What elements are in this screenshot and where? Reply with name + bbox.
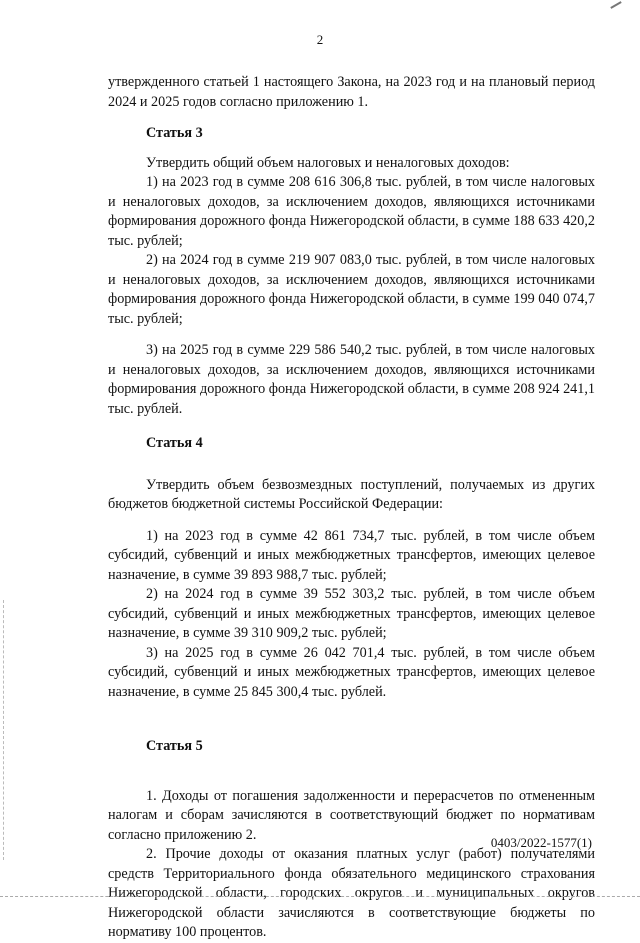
article-3-item-2: 2) на 2024 год в сумме 219 907 083,0 тыс. рублей, в том числе налоговых и неналоговых доходов, за исключением доходов, являющихся источниками формирования дорожного фонда Нижегородской области, в сумме 199 040 074,7 тыс. рублей; (108, 252, 595, 327)
article-4-item-1: 1) на 2023 год в сумме 42 861 734,7 тыс. рублей, в том числе объем субсидий, субвенций и иных межбюджетных трансфертов, имеющих целевое назначение, в сумме 39 893 988,7 тыс. рублей; (108, 527, 595, 583)
document-body (108, 73, 595, 943)
article-4-heading: Статья 4 (146, 435, 203, 451)
spacer (108, 464, 595, 476)
scan-mark (610, 1, 621, 9)
article-3-item-1: 1) на 2023 год в сумме 208 616 306,8 тыс. рублей, в том числе налоговых и неналоговых доходов, за исключением доходов, являющихся источниками формирования дорожного фонда Нижегородской области, в сумме 188 633 420,2 тыс. рублей; (108, 174, 595, 249)
intro-paragraph: утвержденного статьей 1 настоящего Закона, на 2023 год и на плановый период 2024 и 2025 годов согласно приложению 1. (108, 74, 595, 110)
article-5-heading: Статья 5 (146, 738, 203, 754)
spacer (108, 329, 595, 341)
article-4-lead: Утвердить объем безвозмездных поступлений, получаемых из других бюджетов бюджетной системы Российской Федерации: (108, 476, 595, 512)
scan-margin-line (3, 600, 5, 860)
article-3-item-3: 3) на 2025 год в сумме 229 586 540,2 тыс. рублей, в том числе налоговых и неналоговых доходов, за исключением доходов, являющихся источниками формирования дорожного фонда Нижегородской области, в сумме 208 924 241,1 тыс. рублей. (108, 342, 595, 417)
spacer (108, 515, 595, 527)
article-5-item-1: 1. Доходы от погашения задолженности и перерасчетов по отмененным налогам и сборам зачисляются в соответствующий бюджет по нормативам согласно приложению 2. (108, 787, 595, 843)
article-4-item-3: 3) на 2025 год в сумме 26 042 701,4 тыс. рублей, в том числе объем субсидий, субвенций и иных межбюджетных трансфертов, имеющих целевое назначение, в сумме 25 845 300,4 тыс. рублей. (108, 644, 595, 700)
spacer (108, 702, 595, 722)
scan-bottom-line (0, 896, 640, 898)
article-3-lead: Утвердить общий объем налоговых и неналоговых доходов: (146, 154, 510, 171)
spacer (108, 767, 595, 787)
document-code: 0403/2022-1577(1) (490, 835, 592, 850)
article-4-item-2: 2) на 2024 год в сумме 39 552 303,2 тыс. рублей, в том числе объем субсидий, субвенций и иных межбюджетных трансфертов, имеющих целевое назначение, в сумме 39 310 909,2 тыс. рублей; (108, 586, 595, 641)
article-3-heading: Статья 3 (146, 125, 203, 141)
page-number: 2 (316, 32, 324, 47)
article-5-item-2: 2. Прочие доходы от оказания платных услуг (работ) получателями средств Территориального фонда обязательного медицинского страхования Нижегородской области, городских округов и муниципальных округов Нижегородской области зачисляются в соответствующие бюджеты по нормативу 100 процентов. (108, 846, 595, 940)
